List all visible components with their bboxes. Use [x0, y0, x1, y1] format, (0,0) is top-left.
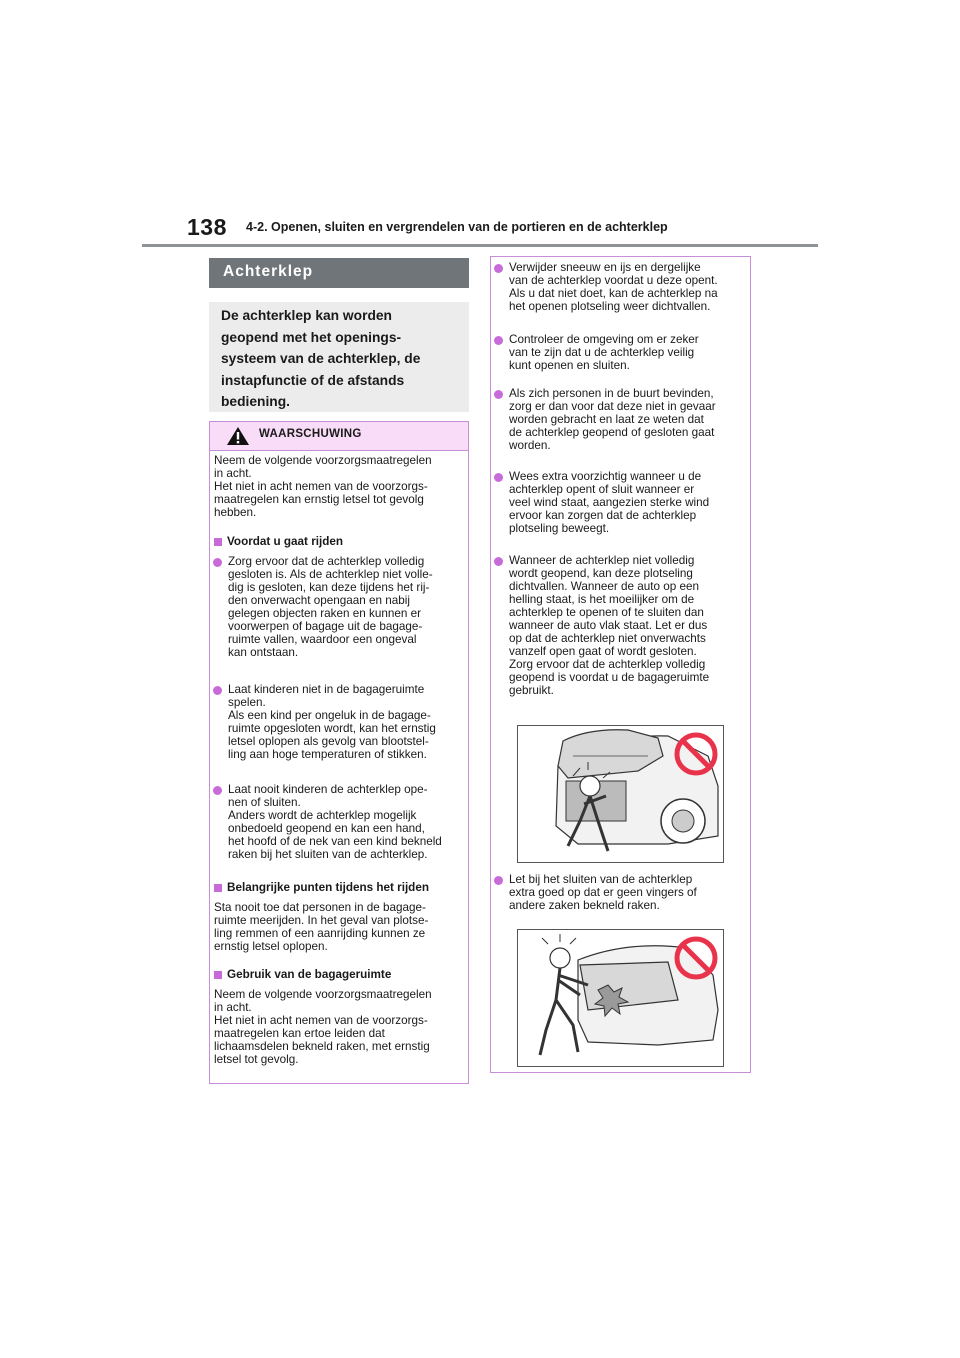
square-bullet-icon — [214, 884, 222, 892]
text-line: gesloten is. Als de achterklep niet volle- — [228, 568, 433, 581]
paragraph — [214, 901, 428, 953]
text-line: kunt openen en sluiten. — [509, 359, 630, 372]
warning-intro — [214, 454, 432, 519]
text-line: lichaamsdelen bekneld raken, met ernstig — [214, 1040, 430, 1053]
bullet-item — [509, 554, 709, 697]
header-rule — [142, 244, 818, 247]
prohibition-icon — [674, 936, 718, 980]
bullet-icon — [494, 264, 503, 273]
illustration-closing-tailgate — [517, 929, 724, 1067]
text-line: Zorg ervoor dat de achterklep volledig — [228, 555, 425, 568]
text-line: Wees extra voorzichtig wanneer u de — [509, 470, 702, 483]
text-line: op dat de achterklep niet onverwachts — [509, 632, 706, 645]
text-line: zorg er dan voor dat deze niet in gevaar — [509, 400, 716, 413]
text-line: extra goed op dat er geen vingers of — [509, 886, 697, 899]
text-line: hebben. — [214, 506, 257, 519]
bullet-item — [509, 873, 697, 912]
subheading: Voordat u gaat rijden — [227, 535, 344, 548]
text-line: in acht. — [214, 1001, 252, 1014]
text-line: gebruikt. — [509, 684, 554, 697]
text-line: Neem de volgende voorzorgsmaatregelen — [214, 988, 432, 1001]
text-line: Sta nooit toe dat personen in de bagage- — [214, 901, 426, 914]
square-bullet-icon — [214, 971, 222, 979]
text-line: de achterklep geopend of gesloten gaat — [509, 426, 715, 439]
text-line: worden. — [509, 439, 551, 452]
intro-line: systeem van de achterklep, de — [221, 351, 421, 366]
text-line: Laat kinderen niet in de bagageruimte — [228, 683, 425, 696]
text-line: maatregelen kan ertoe leiden dat — [214, 1027, 385, 1040]
text-line: Neem de volgende voorzorgsmaatregelen — [214, 454, 432, 467]
text-line: veel wind staat, aangezien sterke wind — [509, 496, 710, 509]
bullet-item — [509, 261, 718, 313]
text-line: Laat nooit kinderen de achterklep ope- — [228, 783, 428, 796]
intro-line: instapfunctie of de afstands — [221, 372, 405, 388]
text-line: voorwerpen of bagage uit de bagage- — [228, 620, 423, 633]
text-line: letsel tot gevolg. — [214, 1053, 299, 1066]
text-line: Als u dat niet doet, kan de achterklep na — [509, 287, 718, 300]
bullet-item — [509, 333, 699, 372]
running-head: 4-2. Openen, sluiten en vergrendelen van de portieren en de achterklep — [246, 220, 668, 234]
text-line: ruimte meerijden. In het geval van plotse- — [214, 914, 429, 927]
section-intro — [209, 302, 469, 412]
text-line: Verwijder sneeuw en ijs en dergelijke — [509, 261, 701, 274]
text-line: Wanneer de achterklep niet volledig — [509, 554, 695, 567]
text-line: van te zijn dat u de achterklep veilig — [509, 346, 695, 359]
prohibition-icon — [674, 732, 718, 776]
text-line: onbedoeld geopend en kan een hand, — [228, 822, 425, 835]
bullet-icon — [494, 473, 503, 482]
text-line: wanneer de auto vlak staat. Let er dus — [509, 619, 708, 632]
bullet-icon — [213, 686, 222, 695]
paragraph — [214, 988, 432, 1066]
text-line: Controleer de omgeving om er zeker — [509, 333, 699, 346]
text-line: ernstig letsel oplopen. — [214, 940, 328, 953]
text-line: kan ontstaan. — [228, 646, 299, 659]
text-line: Het niet in acht nemen van de voorzorgs- — [214, 480, 428, 493]
text-line: dig is gesloten, kan deze tijdens het rij- — [228, 581, 430, 594]
text-line: den onverwacht opengaan en nabij — [228, 594, 410, 607]
bullet-item — [228, 555, 433, 659]
text-line: wordt geopend, kan deze plotseling — [509, 567, 693, 580]
page-number: 138 — [187, 214, 227, 240]
text-line: geopend is voordat u de bagageruimte — [509, 671, 710, 684]
subheading: Belangrijke punten tijdens het rijden — [227, 881, 429, 894]
text-line: plotseling beweegt. — [509, 522, 610, 535]
bullet-icon — [213, 786, 222, 795]
text-line: Het niet in acht nemen van de voorzorgs- — [214, 1014, 428, 1027]
text-line: achterklep te openen of te sluiten dan — [509, 606, 704, 619]
warning-title: WAARSCHUWING — [259, 428, 362, 440]
text-line: ruimte vallen, waardoor een ongeval — [228, 633, 417, 646]
bullet-icon — [494, 336, 503, 345]
text-line: Let bij het sluiten van de achterklep — [509, 873, 693, 886]
subheading: Gebruik van de bagageruimte — [227, 968, 392, 981]
text-line: letsel oplopen als gevolg van blootstel- — [228, 735, 429, 748]
bullet-icon — [494, 390, 503, 399]
text-line: het hoofd of de nek van een kind bekneld — [228, 835, 442, 848]
text-line: worden gebracht en laat ze weten dat — [509, 413, 704, 426]
text-line: van de achterklep voordat u deze opent. — [509, 274, 718, 287]
intro-line: geopend met het openings- — [221, 329, 402, 345]
bullet-icon — [494, 557, 503, 566]
bullet-icon — [494, 876, 503, 885]
warning-triangle-icon — [226, 426, 250, 446]
intro-line: bediening. — [221, 394, 290, 409]
section-title: Achterklep — [209, 258, 469, 288]
text-line: helling staat, is het moeilijker om de — [509, 593, 695, 606]
text-line: andere zaken bekneld raken. — [509, 899, 660, 912]
text-line: ruimte opgesloten wordt, kan het ernstig — [228, 722, 436, 735]
bullet-item — [228, 783, 442, 861]
text-line: het openen plotseling weer dichtvallen. — [509, 300, 711, 313]
text-line: Als zich personen in de buurt bevinden, — [509, 387, 714, 400]
text-line: dichtvallen. Wanneer de auto op een — [509, 580, 699, 593]
text-line: maatregelen kan ernstig letsel tot gevolg — [214, 493, 424, 506]
text-line: vanzelf open gaat of wordt gesloten. — [509, 645, 697, 658]
text-line: gelegen objecten raken en kunnen er — [228, 607, 421, 620]
text-line: Zorg ervoor dat de achterklep volledig — [509, 658, 706, 671]
text-line: ling aan hoge temperaturen of stikken. — [228, 748, 427, 761]
text-line: nen of sluiten. — [228, 796, 301, 809]
text-line: in acht. — [214, 467, 252, 480]
text-line: raken bij het sluiten van de achterklep. — [228, 848, 428, 861]
bullet-item — [509, 470, 709, 535]
text-line: spelen. — [228, 696, 266, 709]
text-line: ling remmen of een aanrijding kunnen ze — [214, 927, 426, 940]
warning-header — [210, 422, 468, 451]
intro-line: De achterklep kan worden — [221, 308, 392, 323]
bullet-item — [228, 683, 436, 761]
bullet-icon — [213, 558, 222, 567]
text-line: achterklep opent of sluit wanneer er — [509, 483, 695, 496]
text-line: ervoor kan zorgen dat de achterklep — [509, 509, 697, 522]
text-line: Als een kind per ongeluk in de bagage- — [228, 709, 431, 722]
bullet-item — [509, 387, 716, 452]
illustration-open-tailgate — [517, 725, 724, 863]
square-bullet-icon — [214, 538, 222, 546]
text-line: Anders wordt de achterklep mogelijk — [228, 809, 417, 822]
